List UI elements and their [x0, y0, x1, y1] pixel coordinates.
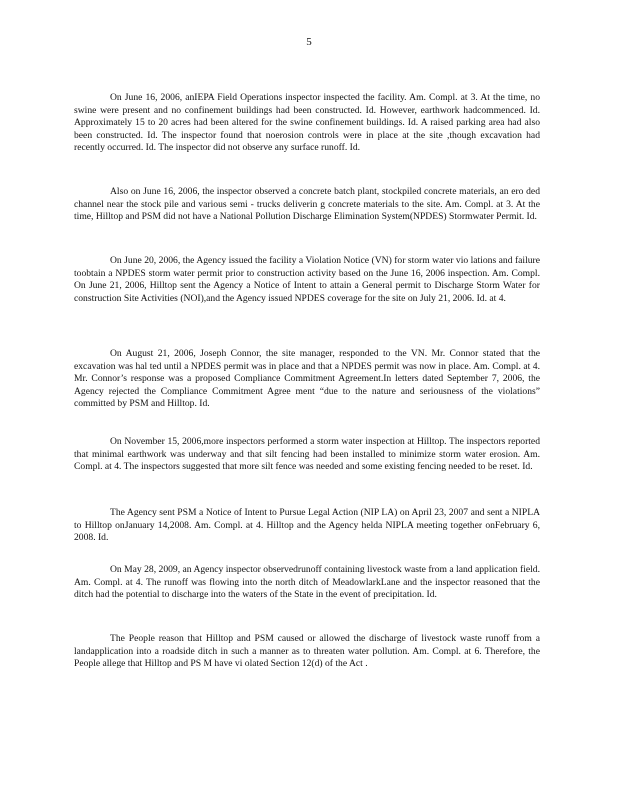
page-number: 5 — [306, 36, 312, 48]
paragraph-1: On June 16, 2006, anIEPA Field Operations inspector inspected the facility. Am. Compl. at 3. At the time, no swine were present and no confinement buildings had been constructed. Id. However, earthwork hadcommenced. Id. Approximately 15 to 20 acres had been altered for the swine confinement buildings. Id. A raised parking area had also been constructed. Id. The inspector found that noerosion controls were in place at the site ,though excavation had recently occurred. Id. The inspector did not observe any surface runoff. Id. — [74, 92, 540, 153]
paragraph-5: On November 15, 2006,more inspectors performed a storm water inspection at Hilltop. The inspectors reported that minimal earthwork was underway and that silt fencing had been installed to minimize storm water erosion. Am. Compl. at 4. The inspectors suggested that more silt fence was needed and some existing fencing needed to be reset. Id. — [74, 436, 540, 472]
paragraph-6: The Agency sent PSM a Notice of Intent to Pursue Legal Action (NIP LA) on April 23, 2007 and sent a NIPLA to Hilltop onJanuary 14,2008. Am. Compl. at 4. Hilltop and the Agency helda NIPLA meeting together onFebruary 6, 2008. Id. — [74, 507, 540, 543]
paragraph-3: On June 20, 2006, the Agency issued the facility a Violation Notice (VN) for storm water vio lations and failure toobtain a NPDES storm water permit prior to construction activity based on the June 16, 2006 inspection. Am. Compl. On June 21, 2006, Hilltop sent the Agency a Notice of Intent to attain a General permit to Discharge Storm Water for construction Site Activities (NOI),and the Agency issued NPDES coverage for the site on July 21, 2006. Id. at 4. — [74, 255, 540, 304]
paragraph-4: On August 21, 2006, Joseph Connor, the site manager, responded to the VN. Mr. Connor stated that the excavation was hal ted until a NPDES permit was in place and that a NPDES permit was now in place. Am. Compl. at 4. Mr. Connor’s response was a proposed Compliance Commitment Agreement.In letters dated September 7, 2006, the Agency rejected the Compliance Commitment Agree ment “due to the nature and seriousness of the violations” committed by PSM and Hilltop. Id. — [74, 348, 540, 409]
paragraph-7: On May 28, 2009, an Agency inspector observedrunoff containing livestock waste from a land application field. Am. Compl. at 4. The runoff was flowing into the north ditch of MeadowlarkLane and the inspector reasoned that the ditch had the potential to discharge into the waters of the State in the event of precipitation. Id. — [74, 564, 540, 600]
paragraph-2: Also on June 16, 2006, the inspector observed a concrete batch plant, stockpiled concrete materials, an ero ded channel near the stock pile and various semi - trucks deliverin g concrete materials to the site. Am. Compl. at 3. At the time, Hilltop and PSM did not have a National Pollution Discharge Elimination System(NPDES) Stormwater Permit. Id. — [74, 186, 540, 222]
paragraph-8: The People reason that Hilltop and PSM caused or allowed the discharge of livestock waste runoff from a landapplication into a roadside ditch in such a manner as to threaten water pollution. Am. Compl. at 6. Therefore, the People allege that Hilltop and PS M have vi olated Section 12(d) of the Act . — [74, 633, 540, 669]
